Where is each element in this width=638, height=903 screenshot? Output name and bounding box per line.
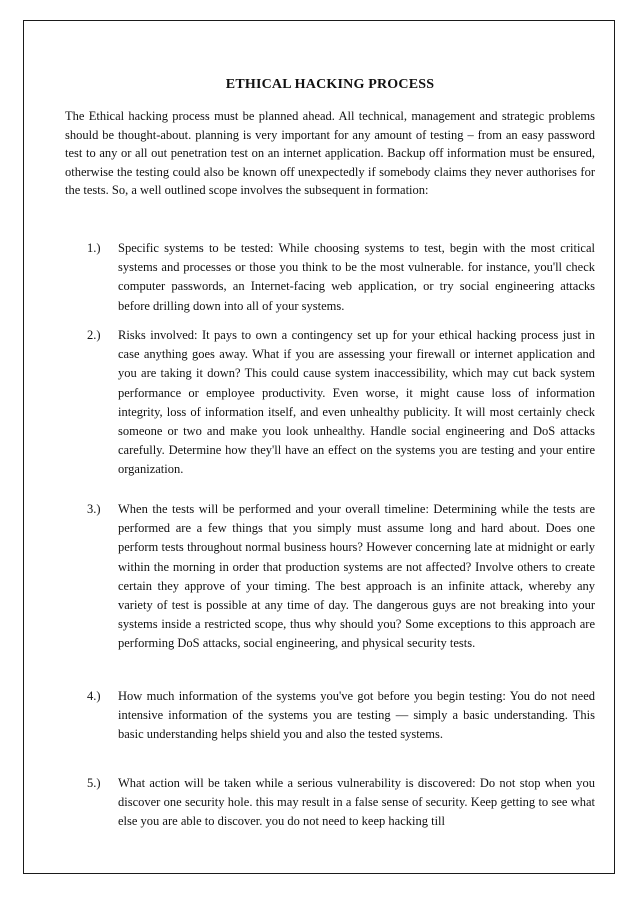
- list-item-text: How much information of the systems you've got before you begin testing: You do not need intensive information of the systems you are testing — simply a basic understanding. This basic understanding helps shield you and also the tested systems.: [118, 689, 595, 742]
- list-item-2: [87, 326, 595, 480]
- list-item-text: What action will be taken while a serious vulnerability is discovered: Do not stop when you discover one security hole. this may result in a false sense of security. Keep getting to see what else you are able to discover. you do not need to keep hacking till: [118, 776, 595, 829]
- list-item-text: Specific systems to be tested: While choosing systems to test, begin with the most critical systems and processes or those you think to be the most vulnerable. for instance, you'll check computer passwords, an Internet-facing web application, or try social engineering attacks before drilling down into all of your systems.: [118, 241, 595, 313]
- list-item-5: [87, 774, 595, 832]
- list-item-1: [87, 239, 595, 316]
- intro-paragraph: The Ethical hacking process must be planned ahead. All technical, management and strategic problems should be thought-about. planning is very important for any amount of testing – from an easy password test to any or all out penetration test on an internet application. Backup off information must be ensured, otherwise the testing could also be known off unexpectedly if somebody claims they never authorises for the tests. So, a well outlined scope involves the subsequent in formation:: [65, 109, 595, 198]
- document-title: ETHICAL HACKING PROCESS: [225, 77, 435, 92]
- list-item-number: 5.): [87, 776, 101, 790]
- list-item-text: When the tests will be performed and your overall timeline: Determining while the tests are performed are a few things that you simply must assume long and hard about. Does one perform tests throughout normal business hours? However concerning late at midnight or early within the morning in order that production systems are not affected? Involve others to create certain they approve of your timing. The best approach is an infinite attack, whereby any variety of test is possible at any time of day. The dangerous guys are not breaking into your systems inside a restricted scope, thus why should you? Some exceptions to this approach are performing DoS attacks, social engineering, and physical security tests.: [118, 502, 595, 651]
- list-item-3: [87, 500, 595, 654]
- list-item-number: 3.): [87, 502, 101, 516]
- page-border: [23, 20, 615, 874]
- list-item-number: 1.): [87, 241, 101, 255]
- list-item-number: 2.): [87, 328, 101, 342]
- list-item-text: Risks involved: It pays to own a contingency set up for your ethical hacking process just in case anything goes away. What if you are assessing your firewall or internet application and you are taking it down? This could cause system inaccessibility, which may cut back system performance or employee productivity. Even worse, it might cause loss of information integrity, loss of information itself, and even unhealthy publicity. It will most certainly check someone or two and make you look unhealthy. Handle social engineering and DoS attacks carefully. Determine how they'll have an effect on the systems you are testing and your entire organization.: [118, 328, 595, 477]
- list-item-4: [87, 687, 595, 745]
- list-item-number: 4.): [87, 689, 101, 703]
